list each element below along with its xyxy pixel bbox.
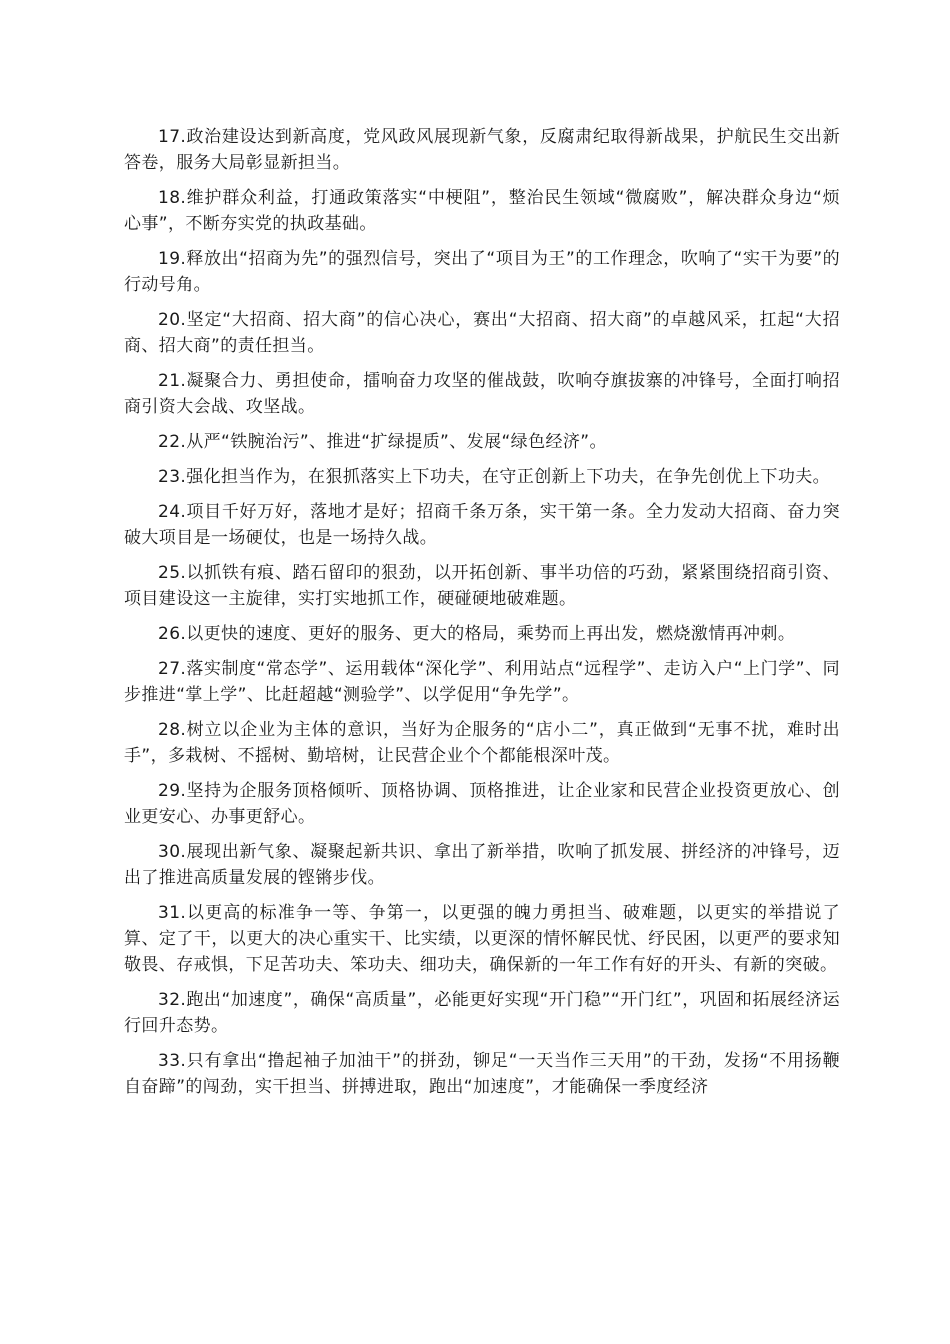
paragraph-21: 21.凝聚合力、勇担使命，擂响奋力攻坚的催战鼓，吹响夺旗拔寨的冲锋号，全面打响招商引资大会战、攻坚战。 xyxy=(124,371,840,417)
paragraph-26: 26.以更快的速度、更好的服务、更大的格局，乘势而上再出发，燃烧激情再冲刺。 xyxy=(158,624,796,644)
paragraph-17: 17.政治建设达到新高度，党风政风展现新气象，反腐肃纪取得新战果，护航民生交出新答卷，服务大局彰显新担当。 xyxy=(124,127,840,173)
paragraph-30: 30.展现出新气象、凝聚起新共识、拿出了新举措，吹响了抓发展、拼经济的冲锋号，迈出了推进高质量发展的铿锵步伐。 xyxy=(124,842,840,888)
paragraph-29: 29.坚持为企服务顶格倾听、顶格协调、顶格推进，让企业家和民营企业投资更放心、创业更安心、办事更舒心。 xyxy=(124,781,840,827)
document-page xyxy=(124,124,840,1109)
paragraph-18: 18.维护群众利益，打通政策落实“中梗阻”，整治民生领域“微腐败”，解决群众身边“烦心事”，不断夯实党的执政基础。 xyxy=(124,188,840,234)
paragraph-19: 19.释放出“招商为先”的强烈信号，突出了“项目为王”的工作理念，吹响了“实干为要”的行动号角。 xyxy=(124,249,840,295)
paragraph-32: 32.跑出“加速度”，确保“高质量”，必能更好实现“开门稳”“开门红”，巩固和拓展经济运行回升态势。 xyxy=(124,990,840,1036)
paragraph-33: 33.只有拿出“撸起袖子加油干”的拼劲，铆足“一天当作三天用”的干劲，发扬“不用扬鞭自奋蹄”的闯劲，实干担当、拼搏进取，跑出“加速度”，才能确保一季度经济 xyxy=(124,1051,840,1097)
paragraph-28: 28.树立以企业为主体的意识，当好为企服务的“店小二”，真正做到“无事不扰，难时出手”，多栽树、不摇树、勤培树，让民营企业个个都能根深叶茂。 xyxy=(124,720,840,766)
paragraph-25: 25.以抓铁有痕、踏石留印的狠劲，以开拓创新、事半功倍的巧劲，紧紧围绕招商引资、项目建设这一主旋律，实打实地抓工作，硬碰硬地破难题。 xyxy=(124,563,840,609)
paragraph-31: 31.以更高的标准争一等、争第一，以更强的魄力勇担当、破难题，以更实的举措说了算、定了干，以更大的决心重实干、比实绩，以更深的情怀解民忧、纾民困，以更严的要求知敬畏、存戒惧，下足苦功夫、笨功夫、细功夫，确保新的一年工作有好的开头、有新的突破。 xyxy=(124,903,840,975)
paragraph-24: 24.项目千好万好，落地才是好；招商千条万条，实干第一条。全力发动大招商、奋力突破大项目是一场硬仗，也是一场持久战。 xyxy=(124,502,840,548)
paragraph-27: 27.落实制度“常态学”、运用载体“深化学”、利用站点“远程学”、走访入户“上门学”、同步推进“掌上学”、比赶超越“测验学”、以学促用“争先学”。 xyxy=(124,659,840,705)
paragraph-23: 23.强化担当作为，在狠抓落实上下功夫，在守正创新上下功夫，在争先创优上下功夫。 xyxy=(158,467,831,487)
paragraph-20: 20.坚定“大招商、招大商”的信心决心，赛出“大招商、招大商”的卓越风采，扛起“大招商、招大商”的责任担当。 xyxy=(124,310,840,356)
paragraph-22: 22.从严“铁腕治污”、推进“扩绿提质”、发展“绿色经济”。 xyxy=(158,432,607,452)
